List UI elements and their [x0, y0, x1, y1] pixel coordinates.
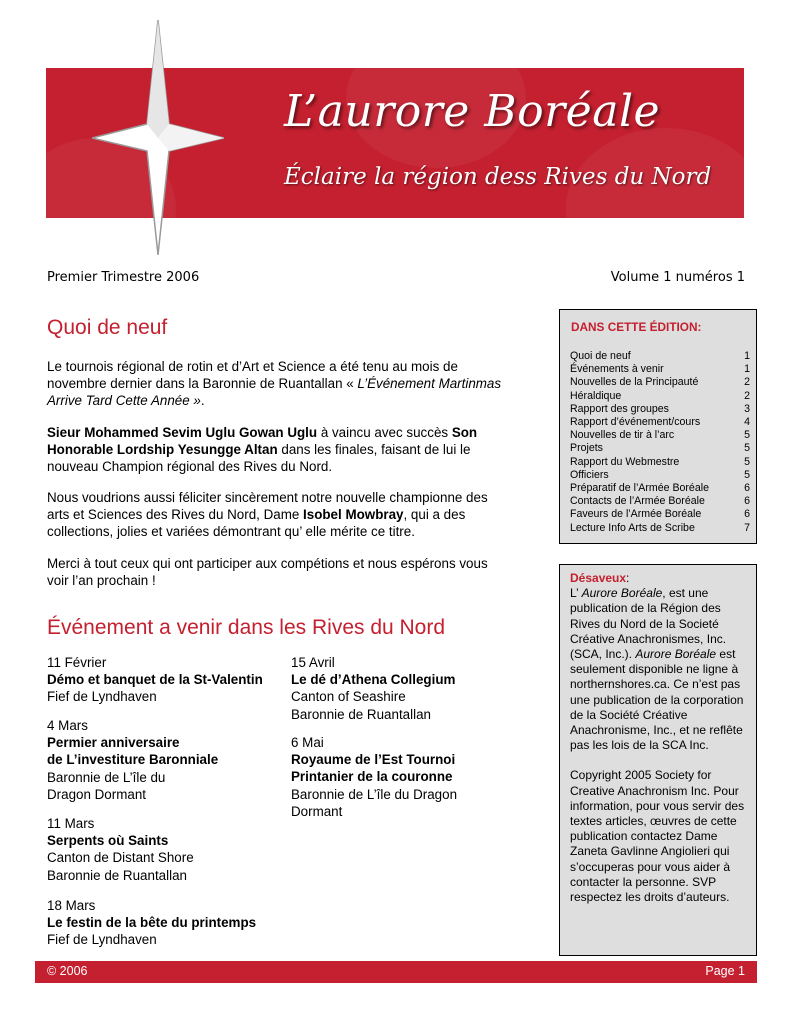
- toc-item: Événements à venir 1: [570, 363, 750, 376]
- north-star-icon: [92, 20, 224, 255]
- toc-item: Préparatif de l’Armée Boréale 6: [570, 482, 750, 495]
- table-of-contents: [559, 309, 757, 544]
- news-paragraph: Sieur Mohammed Sevim Uglu Gowan Uglu à vaincu avec succès Son Honorable Lordship Yesungge Altan dans les finales, faisant de lui le nouveau Champion régional des Rives du Nord.: [47, 425, 478, 475]
- toc-item: Faveurs de l’Armée Boréale 6: [570, 508, 750, 521]
- toc-item: Rapport d’événement/cours 4: [570, 416, 750, 429]
- event-item: 15 Avril Le dé d’Athena Collegium Canton of Seashire Baronnie de Ruantallan: [291, 655, 456, 722]
- newsletter-subtitle: Éclaire la région dess Rives du Nord: [284, 164, 712, 190]
- footer-copyright: © 2006: [47, 964, 88, 978]
- toc-item: Nouvelles de la Principauté 2: [570, 376, 750, 389]
- toc-heading: DANS CETTE ÉDITION:: [571, 320, 702, 334]
- toc-item: Officiers 5: [570, 468, 750, 481]
- news-paragraph: Le tournois régional de rotin et d’Art et Science a été tenu au mois de novembre dernier dans la Baronnie de Ruantallan « L’Événement Martinmas Arrive Tard Cette Année ».: [47, 359, 502, 409]
- issue-date: Premier Trimestre 2006: [47, 270, 200, 285]
- news-paragraph: Nous voudrions aussi féliciter sincèrement notre nouvelle championne des arts et Sciences des Rives du Nord, Dame Isobel Mowbray, qui a des collections, jolies et variées démontrant qu’ elle mérite ce titre.: [47, 490, 488, 540]
- toc-item: Héraldique 2: [570, 389, 750, 402]
- page-number: Page 1: [705, 964, 745, 978]
- issue-volume: Volume 1 numéros 1: [610, 270, 745, 285]
- toc-list: [570, 350, 750, 535]
- toc-item: Contacts de l’Armée Boréale 6: [570, 495, 750, 508]
- event-item: 18 Mars Le festin de la bête du printemps Fief de Lyndhaven: [47, 898, 257, 948]
- page-footer: [35, 961, 757, 983]
- toc-item: Rapport du Webmestre 5: [570, 455, 750, 468]
- toc-item: Projets 5: [570, 442, 750, 455]
- event-item: 4 Mars Permier anniversaire de L’investiture Baronniale Baronnie de L’île du Dragon Dormant: [47, 718, 219, 802]
- toc-item: Lecture Info Arts de Scribe 7: [570, 521, 750, 534]
- toc-item: Rapport des groupes 3: [570, 402, 750, 415]
- event-item: 11 Mars Serpents où Saints Canton de Distant Shore Baronnie de Ruantallan: [47, 816, 194, 883]
- toc-item: Quoi de neuf 1: [570, 350, 750, 362]
- event-item: 6 Mai Royaume de l’Est Tournoi Printanier de la couronne Baronnie de L’île du Dragon Dormant: [291, 735, 458, 819]
- news-paragraph: Merci à tout ceux qui ont participer aux compétions et nous espérons vous voir l’an prochain !: [47, 556, 488, 589]
- disclaimer-box: [559, 564, 757, 956]
- disclaimer-heading: Désaveux: [570, 571, 627, 585]
- disclaimer-text: Désaveux: L’ Aurore Boréale, est une publication de la Région des Rives du Nord de la Societé Créative Anachronismes, Inc. (SCA, Inc.). Aurore Boréale est seulement disponible ne ligne à northernshores.ca. Ce n’est pas une publication de la corporation de la Société Créative Anachronisme, Inc., et ne reflête pas les lois de la SCA Inc.: [570, 571, 744, 753]
- event-item: 11 Février Démo et banquet de la St-Valentin Fief de Lyndhaven: [47, 655, 263, 705]
- newsletter-title: L’aurore Boréale: [284, 86, 661, 137]
- copyright-text: Copyright 2005 Society for Creative Anachronism Inc. Pour information, pour vous servir des textes articles, œuvres de cette publication contactez Dame Zaneta Gavlinne Angiolieri qui s’occuperas pour vous aider à contacter la personne. SVP respectez les droits d’auteurs.: [570, 768, 745, 905]
- toc-item: Nouvelles de tir à l’arc 5: [570, 429, 750, 442]
- section-heading-news: Quoi de neuf: [47, 316, 168, 339]
- section-heading-events: Événement a venir dans les Rives du Nord: [47, 616, 446, 639]
